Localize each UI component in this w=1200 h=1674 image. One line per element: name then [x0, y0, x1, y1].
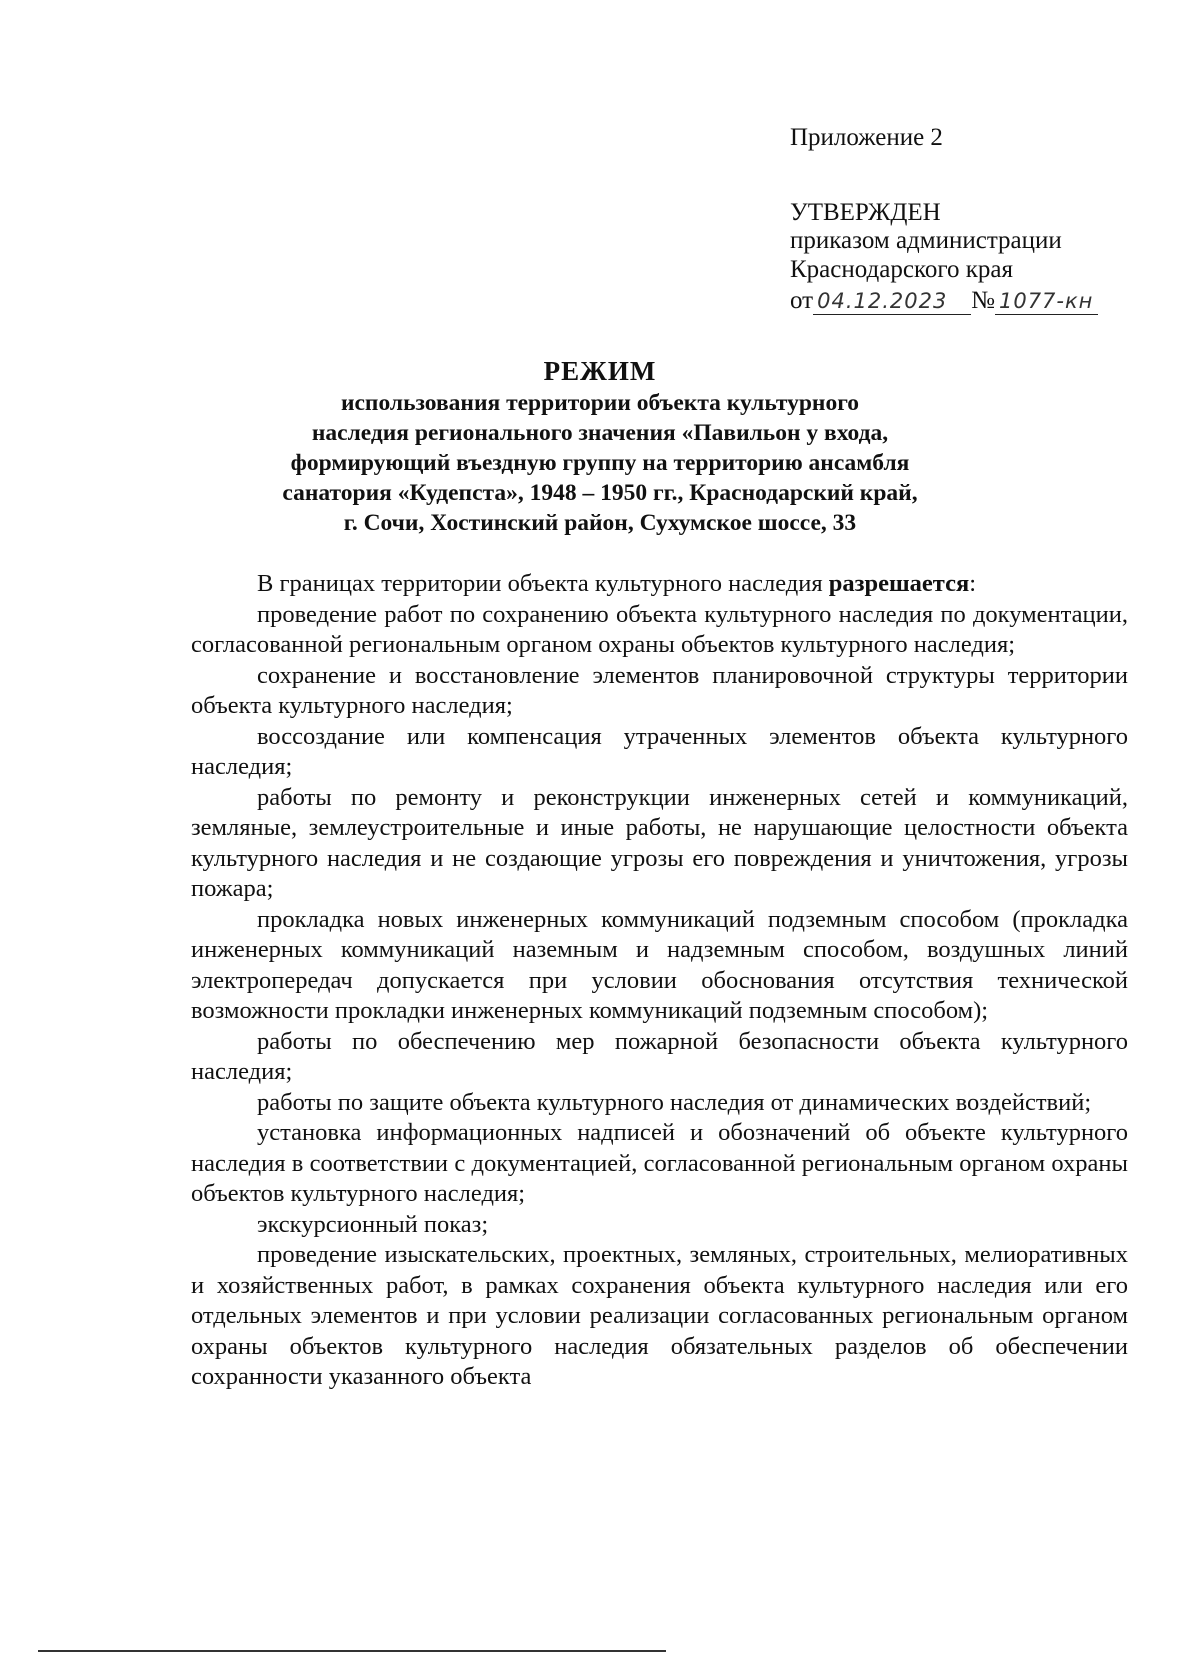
intro-colon: :: [969, 570, 977, 597]
permitted-item: работы по защите объекта культурного наследия от динамических воздействий;: [257, 1088, 1092, 1116]
approval-line-2: Краснодарского края: [790, 256, 1013, 283]
approval-line-1: приказом администрации: [790, 227, 1062, 254]
permitted-item: проведение работ по сохранению объекта культурного наследия по документации, согласованной региональным органом охраны объектов культурного наследия;: [191, 600, 1128, 658]
handwritten-number: 1077-кн: [995, 289, 1098, 315]
permitted-item: прокладка новых инженерных коммуникаций подземным способом (прокладка инженерных коммуникаций наземным и надземным способом, воздушных линий электропередач допускается при условии обоснования отсутствия технической возможности прокладки инженерных коммуникаций подземным способом);: [191, 905, 1128, 1024]
handwritten-date: 04.12.2023: [813, 289, 971, 315]
subtitle-line: г. Сочи, Хостинский район, Сухумское шоссе, 33: [343, 510, 857, 536]
subtitle-line: формирующий въездную группу на территорию ансамбля: [290, 450, 910, 476]
order-date-number-line: [790, 285, 1098, 316]
intro-paragraph: [191, 569, 1128, 600]
approved-label: УТВЕРЖДЕН: [790, 199, 941, 226]
number-prefix: №: [971, 287, 995, 314]
permitted-item: работы по ремонту и реконструкции инженерных сетей и коммуникаций, земляные, землеустроительные и иные работы, не нарушающие целостности объекта культурного наследия и не создающие угрозы его повреждения и уничтожения, угрозы пожара;: [191, 783, 1128, 902]
from-prefix: от: [790, 287, 814, 314]
document-body: [191, 569, 1128, 1393]
footer-divider: [38, 1650, 666, 1652]
permitted-item: сохранение и восстановление элементов планировочной структуры территории объекта культурного наследия;: [191, 661, 1128, 719]
permitted-item: проведение изыскательских, проектных, земляных, строительных, мелиоративных и хозяйственных работ, в рамках сохранения объекта культурного наследия или его отдельных элементов и при условии реализации согласованных региональным органом охраны объектов культурного наследия обязательных разделов об обеспечении сохранности указанного объекта: [191, 1241, 1128, 1390]
subtitle-line: санатория «Кудепста», 1948 – 1950 гг., Краснодарский край,: [282, 480, 918, 506]
document-title: РЕЖИМ: [543, 356, 657, 386]
intro-text: В границах территории объекта культурного наследия: [257, 570, 829, 597]
annex-label: Приложение 2: [790, 124, 943, 151]
permitted-item: работы по обеспечению мер пожарной безопасности объекта культурного наследия;: [191, 1027, 1128, 1085]
permitted-item: установка информационных надписей и обозначений об объекте культурного наследия в соответствии с документацией, согласованной региональным органом охраны объектов культурного наследия;: [191, 1119, 1128, 1207]
document-subtitle: [170, 388, 1030, 538]
subtitle-line: использования территории объекта культурного: [340, 390, 860, 416]
intro-bold-keyword: разрешается: [828, 570, 970, 597]
permitted-item: экскурсионный показ;: [257, 1210, 489, 1238]
permitted-item: воссоздание или компенсация утраченных элементов объекта культурного наследия;: [191, 722, 1128, 780]
subtitle-line: наследия регионального значения «Павильон у входа,: [311, 420, 889, 446]
